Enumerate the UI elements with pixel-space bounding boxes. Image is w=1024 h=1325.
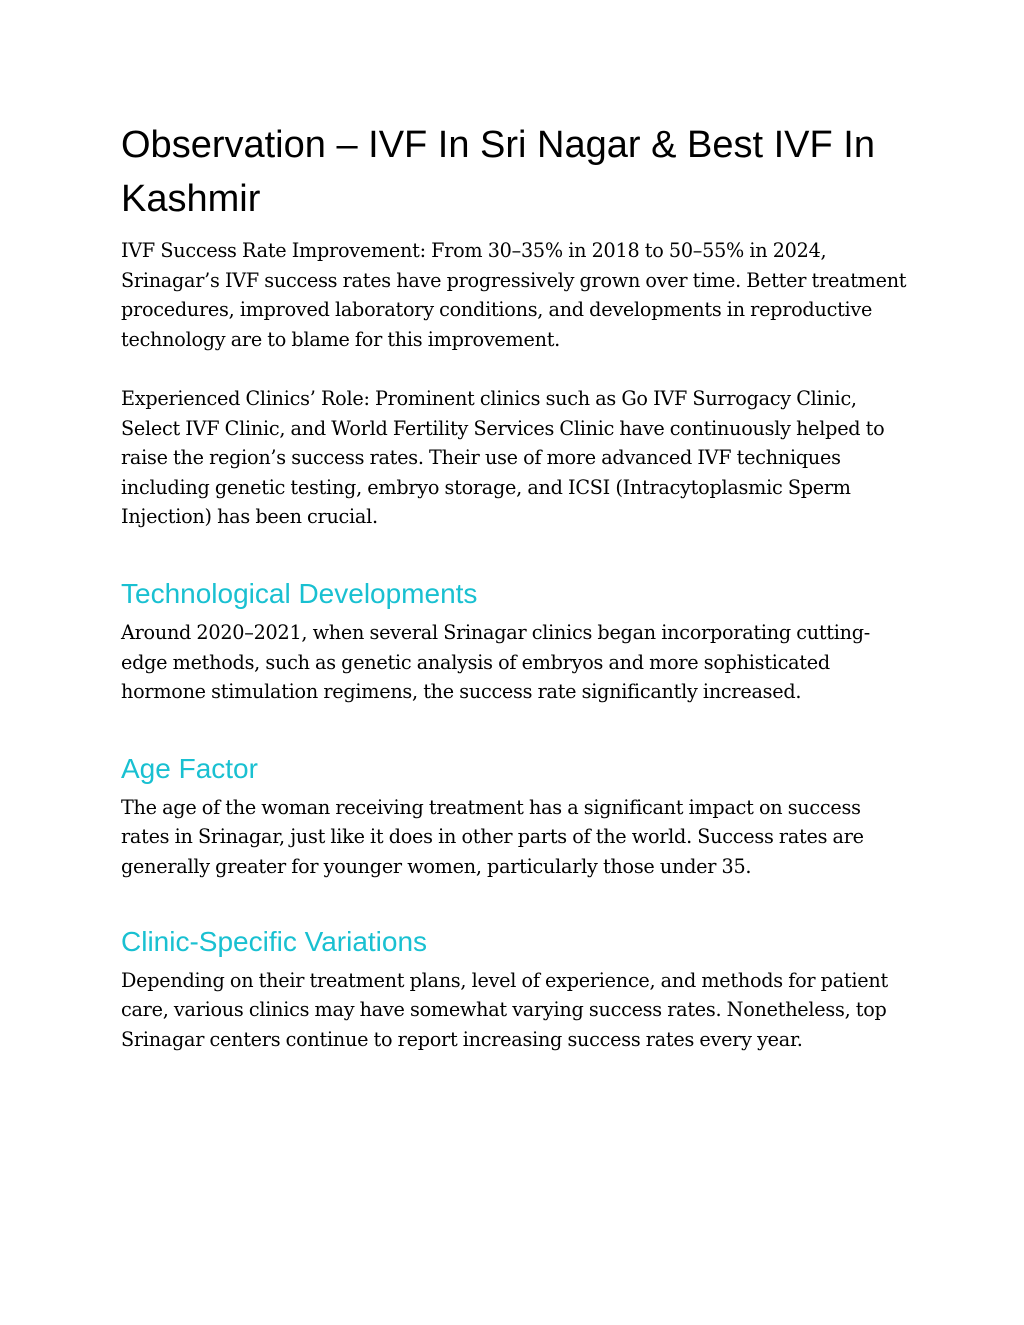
section-body-age-factor: The age of the woman receiving treatment has a significant impact on success rates in Srinagar, just like it does in other parts of the world. Success rates are generally greater for younger women, particularly those under 35. — [121, 795, 864, 878]
paragraph-spacer — [121, 354, 911, 384]
section-body-technological-developments: Around 2020–2021, when several Srinagar clinics began incorporating cutting-edge methods, such as genetic analysis of embryos and more sophisticated hormone stimulation regimens, the success rate significantly increased. — [121, 620, 871, 704]
section-heading-clinic-specific-variations: Clinic-Specific Variations — [121, 925, 428, 957]
section-body-clinic-specific-variations: Depending on their treatment plans, level of experience, and methods for patient care, various clinics may have somewhat varying success rates. Nonetheless, top Srinagar centers continue to report increasing success rates every year. — [121, 968, 888, 1051]
intro-paragraph-success-rate: IVF Success Rate Improvement: From 30–35% in 2018 to 50–55% in 2024, Srinagar’s IVF success rates have progressively grown over time. Better treatment procedures, improved laboratory conditions, and developments in reproductive technology are to blame for this improvement. — [121, 239, 907, 351]
intro-paragraph-clinics-role: Experienced Clinics’ Role: Prominent clinics such as Go IVF Surrogacy Clinic, Select IVF Clinic, and World Fertility Services Clinic have continuously helped to raise the region’s success rates. Their use of more advanced IVF techniques including genetic testing, embryo storage, and ICSI (Intracytoplasmic Sperm Injection) has been crucial. — [121, 386, 885, 529]
section-heading-technological-developments: Technological Developments — [121, 577, 478, 609]
page-title: Observation – IVF In Sri Nagar & Best IVF In Kashmir — [121, 124, 875, 220]
document-page — [121, 118, 911, 1054]
section-heading-age-factor: Age Factor — [121, 752, 258, 784]
